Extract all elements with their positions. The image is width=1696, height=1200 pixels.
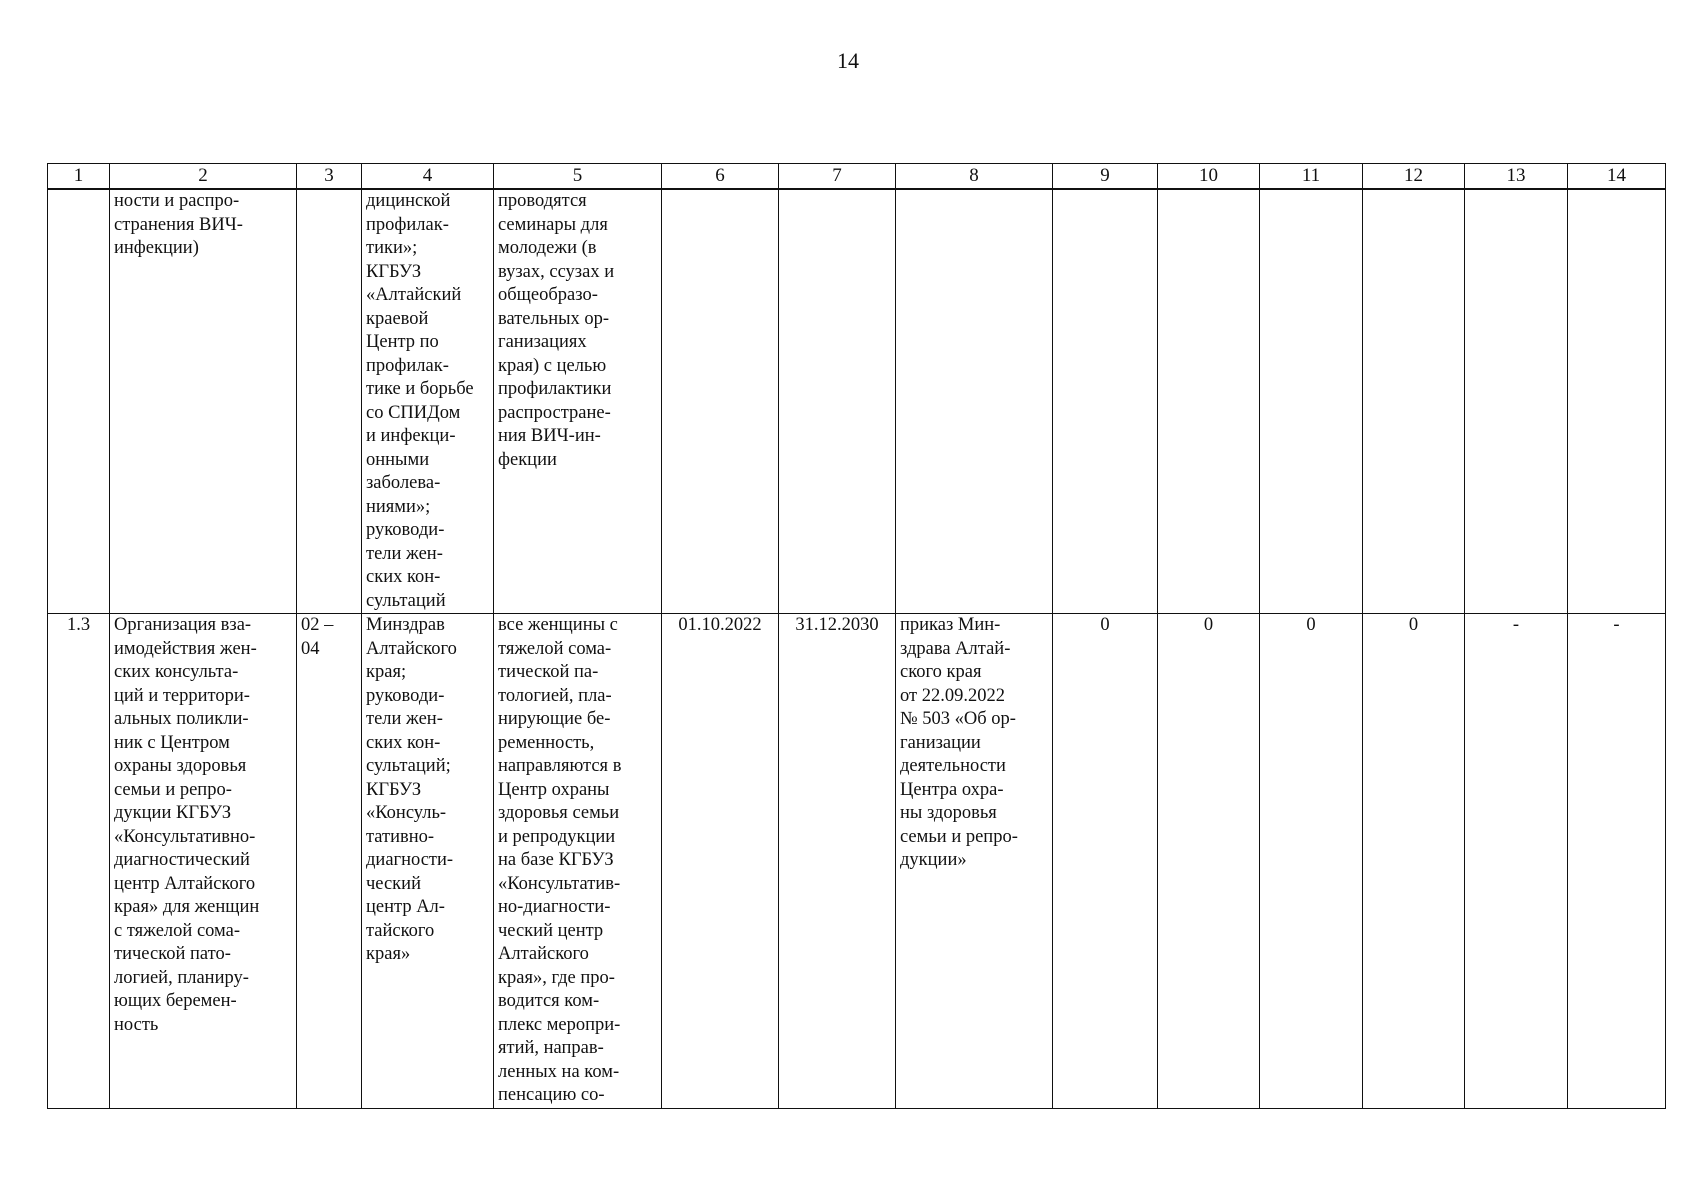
page-number: 14 <box>837 48 859 73</box>
column-header: 10 <box>1158 164 1260 190</box>
column-header: 11 <box>1260 164 1363 190</box>
cell-value <box>1053 189 1158 614</box>
column-header: 2 <box>110 164 297 190</box>
cell-document <box>896 189 1053 614</box>
cell-value <box>1568 189 1666 614</box>
cell-code <box>297 189 362 614</box>
cell-value: - <box>1568 614 1666 1109</box>
cell-start-date: 01.10.2022 <box>662 614 779 1109</box>
cell-value <box>1260 189 1363 614</box>
cell-code: 02 – 04 <box>297 614 362 1109</box>
cell-responsible: Минздрав Алтайского края; руководи- тели жен- ских кон- сультаций; КГБУЗ «Консуль- тативно- диагности- ческий центр Ал- тайского края» <box>362 614 494 1109</box>
cell-value: - <box>1465 614 1568 1109</box>
cell-measure-name: ности и распро- странения ВИЧ- инфекции) <box>110 189 297 614</box>
cell-value <box>1465 189 1568 614</box>
cell-start-date <box>662 189 779 614</box>
column-header: 4 <box>362 164 494 190</box>
column-header: 13 <box>1465 164 1568 190</box>
cell-number: 1.3 <box>48 614 110 1109</box>
cell-document: приказ Мин- здрава Алтай- ского края от 22.09.2022 № 503 «Об ор- ганизации деятельности Центра охра- ны здоровья семьи и репро- дукции» <box>896 614 1053 1109</box>
cell-value: 0 <box>1260 614 1363 1109</box>
column-header: 9 <box>1053 164 1158 190</box>
column-header: 14 <box>1568 164 1666 190</box>
cell-value <box>1363 189 1465 614</box>
column-header: 5 <box>494 164 662 190</box>
column-header: 8 <box>896 164 1053 190</box>
cell-value: 0 <box>1053 614 1158 1109</box>
cell-value <box>1158 189 1260 614</box>
column-header: 6 <box>662 164 779 190</box>
cell-description: все женщины с тяжелой сома- тической па- тологией, пла- нирующие бе- ременность, направляются в Центр охраны здоровья семьи и репродукции на базе КГБУЗ «Консультатив- но-диагности- ческий центр Алтайского края», где про- водится ком- плекс меропри- ятий, направ- ленных на ком- пенсацию со- <box>494 614 662 1109</box>
cell-measure-name: Организация вза- имодействия жен- ских консульта- ций и территори- альных поликли- ник с Центром охраны здоровья семьи и репро- дукции КГБУЗ «Консультативно- диагностический центр Алтайского края» для женщин с тяжелой сома- тической пато- логией, планиру- ющих беремен- ность <box>110 614 297 1109</box>
column-header: 7 <box>779 164 896 190</box>
cell-responsible: дицинской профилак- тики»; КГБУЗ «Алтайский краевой Центр по профилак- тике и борьбе со СПИДом и инфекци- онными заболева- ниями»; руководи- тели жен- ских кон- сультаций <box>362 189 494 614</box>
column-header: 12 <box>1363 164 1465 190</box>
measures-table <box>47 163 1666 1109</box>
column-header: 3 <box>297 164 362 190</box>
cell-end-date <box>779 189 896 614</box>
cell-value: 0 <box>1158 614 1260 1109</box>
cell-number <box>48 189 110 614</box>
table-header-row <box>48 164 1666 190</box>
column-header: 1 <box>48 164 110 190</box>
cell-description: проводятся семинары для молодежи (в вузах, ссузах и общеобразо- вательных ор- ганизациях края) с целью профилактики распростране- ния ВИЧ-ин- фекции <box>494 189 662 614</box>
cell-value: 0 <box>1363 614 1465 1109</box>
table-row <box>48 614 1666 1109</box>
cell-end-date: 31.12.2030 <box>779 614 896 1109</box>
table-row <box>48 189 1666 614</box>
